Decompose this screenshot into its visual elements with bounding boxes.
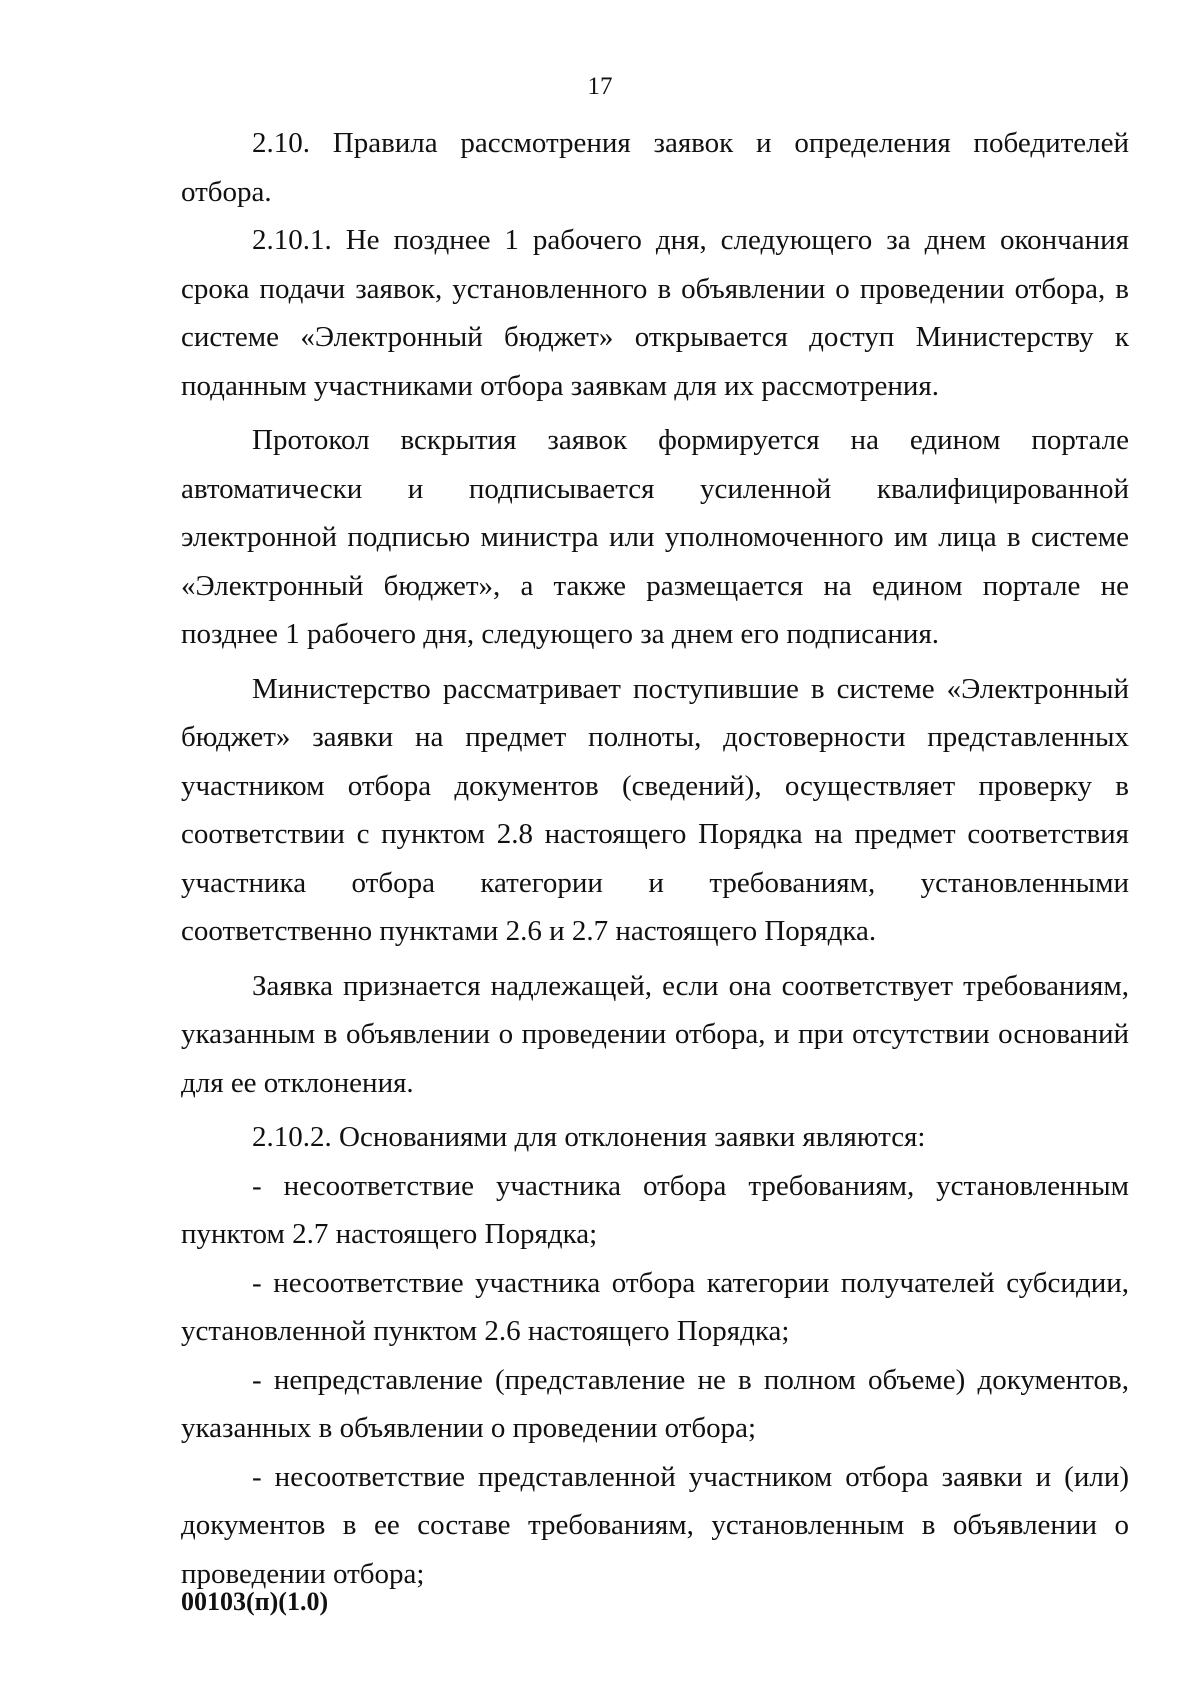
- paragraph-ministry-review: Министерство рассматривает поступившие в системе «Электронный бюджет» заявки на предмет полноты, достоверности представленных участником отбора документов (сведений), осуществляет проверку в соответствии с пунктом 2.8 настоящего Порядка на предмет соответствия участника отбора категории и требованиям, установленными соответственно пунктами 2.6 и 2.7 настоящего Порядка.: [181, 672, 1129, 947]
- list-item-3: - непредставление (представление не в полном объеме) документов, указанных в объявлении о проведении отбора;: [181, 1363, 1129, 1444]
- paragraph-application-proper: Заявка признается надлежащей, если она соответствует требованиям, указанным в объявлении о проведении отбора, и при отсутствии оснований для ее отклонения.: [181, 969, 1129, 1099]
- paragraph-2-10-1: 2.10.1. Не позднее 1 рабочего дня, следующего за днем окончания срока подачи заявок, установленного в объявлении о проведении отбора, в системе «Электронный бюджет» открывается доступ Министерству к поданным участниками отбора заявкам для их рассмотрения.: [181, 224, 1129, 402]
- page-number: 17: [587, 73, 613, 100]
- paragraph-2-10-2: 2.10.2. Основаниями для отклонения заявки являются:: [252, 1121, 926, 1153]
- list-item-4: - несоответствие представленной участником отбора заявки и (или) документов в ее составе требованиям, установленным в объявлении о проведении отбора;: [181, 1460, 1129, 1590]
- section-heading-2-10: 2.10. Правила рассмотрения заявок и определения победителей отбора.: [181, 127, 1129, 208]
- document-body: [181, 119, 1129, 1598]
- list-item-1: - несоответствие участника отбора требованиям, установленным пунктом 2.7 настоящего Порядка;: [181, 1169, 1129, 1250]
- list-item-2: - несоответствие участника отбора категории получателей субсидии, установленной пунктом 2.6 настоящего Порядка;: [181, 1266, 1129, 1347]
- paragraph-protocol: Протокол вскрытия заявок формируется на едином портале автоматически и подписывается усиленной квалифицированной электронной подписью министра или уполномоченного им лица в системе «Электронный бюджет», а также размещается на едином портале не позднее 1 рабочего дня, следующего за днем его подписания.: [181, 424, 1129, 650]
- document-code: 00103(п)(1.0): [181, 1587, 329, 1616]
